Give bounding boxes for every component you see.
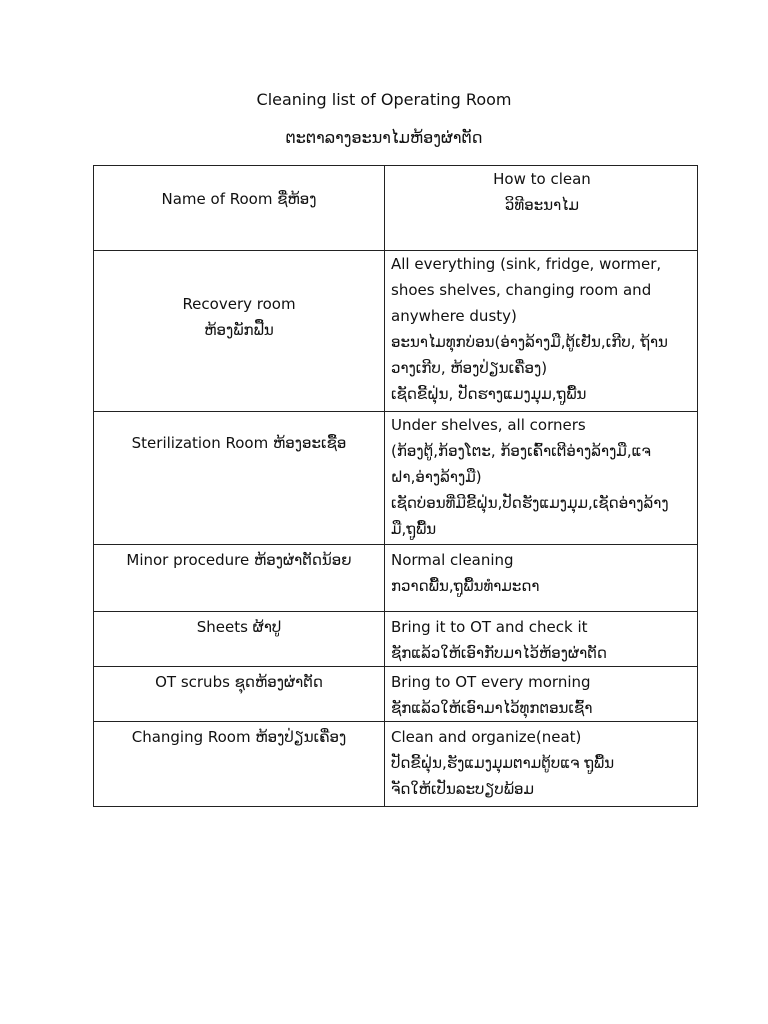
document-subtitle-lao: ຕະຕາລາງອະນາໄມຫ້ອງຜ່າຕັດ xyxy=(285,128,483,147)
header-name-cell xyxy=(94,166,385,251)
instruction-line: ຊັກແລ້ວໃຫ້ເອົາມາໄວ້ທຸກຕອນເຊົ້າ xyxy=(391,699,593,717)
room-name-cell xyxy=(94,251,385,412)
instruction-line: ມື,ຖູພື້ນ xyxy=(391,520,437,538)
room-name: Changing Room ຫ້ອງປ່ຽນເຄື່ອງ xyxy=(131,728,347,746)
instruction-line: ຝາ,ອ່າງລ້າງມື) xyxy=(391,468,482,486)
instruction-line: Bring it to OT and check it xyxy=(391,618,588,636)
table-row xyxy=(94,722,698,807)
how-to-clean-cell xyxy=(385,722,698,807)
instruction-line: All everything (sink, fridge, wormer, xyxy=(391,255,662,273)
cleaning-table xyxy=(93,165,698,807)
instruction-line: ເຊັດຂີ້ຝຸ່ນ, ປັດຮາງແມງມຸມ,ຖູພື້ນ xyxy=(391,385,587,403)
instruction-line: ອະນາໄມທຸກບ່ອນ(ອ່າງລ້າງມື,ຕູ້ເຢັນ,ເກີບ, ຖ້ານ xyxy=(391,333,668,351)
document-title: Cleaning list of Operating Room xyxy=(256,90,512,109)
room-name: OT scrubs ຊຸດຫ້ອງຜ່າຕັດ xyxy=(155,673,323,691)
room-name-lao: ຫ້ອງພັກຟື້ນ xyxy=(204,321,274,339)
instruction-line: ຈັດໃຫ້ເປັນລະບຽບພ້ອມ xyxy=(391,780,535,798)
table-row xyxy=(94,251,698,412)
how-to-clean-cell xyxy=(385,251,698,412)
instruction-line: ວາງເກີບ, ຫ້ອງປ່ຽນເຄື່ອງ) xyxy=(391,359,548,377)
room-name: Sterilization Room ຫ້ອງອະເຊື້ອ xyxy=(131,434,347,452)
header-how-cell xyxy=(385,166,698,251)
instruction-line: anywhere dusty) xyxy=(391,307,517,325)
header-name-label: Name of Room ຊື່ຫ້ອງ xyxy=(161,190,317,208)
room-name-cell xyxy=(94,667,385,722)
room-name-cell xyxy=(94,545,385,612)
instruction-line: ຊັກແລ້ວໃຫ້ເອົາກັບມາໄວ້ຫ້ອງຜ່າຕັດ xyxy=(391,644,607,662)
table-row xyxy=(94,545,698,612)
how-to-clean-cell xyxy=(385,612,698,667)
instruction-line: Normal cleaning xyxy=(391,551,514,569)
header-how-label-lao: ວິທີອະນາໄມ xyxy=(504,196,580,214)
room-name-cell xyxy=(94,612,385,667)
instruction-line: shoes shelves, changing room and xyxy=(391,281,652,299)
instruction-line: (ກ້ອງຕູ້,ກ້ອງໂຕະ, ກ້ອງເຄົ້າເຕີອ່າງລ້າງມື,ແຈ xyxy=(391,442,651,460)
instruction-line: Bring to OT every morning xyxy=(391,673,591,691)
header-how-label: How to clean xyxy=(493,170,591,188)
table-row xyxy=(94,412,698,545)
table-header-row xyxy=(94,166,698,251)
room-name-cell xyxy=(94,412,385,545)
how-to-clean-cell xyxy=(385,545,698,612)
how-to-clean-cell xyxy=(385,667,698,722)
room-name: Minor procedure ຫ້ອງຜ່າຕັດນ້ອຍ xyxy=(126,551,352,569)
instruction-line: ປັດຂີ້ຝຸ່ນ,ຮັງແມງມຸມຕາມຕູ້ບແຈ ຖູພື້ນ xyxy=(391,754,615,772)
table-row xyxy=(94,667,698,722)
room-name: Recovery room xyxy=(182,295,296,313)
instruction-line: ເຊັດບ່ອນທີ່ມີຂີ້ຝຸ່ນ,ປັດຮັງແມງມຸມ,ເຊັດອ່າງລ້າງ xyxy=(391,494,669,512)
instruction-line: ກວາດພື້ນ,ຖູພື້ນທໍາມະດາ xyxy=(391,577,540,595)
table-row xyxy=(94,612,698,667)
how-to-clean-cell xyxy=(385,412,698,545)
room-name: Sheets ຜ້າປູ xyxy=(196,618,282,636)
room-name-cell xyxy=(94,722,385,807)
instruction-line: Under shelves, all corners xyxy=(391,416,586,434)
instruction-line: Clean and organize(neat) xyxy=(391,728,582,746)
